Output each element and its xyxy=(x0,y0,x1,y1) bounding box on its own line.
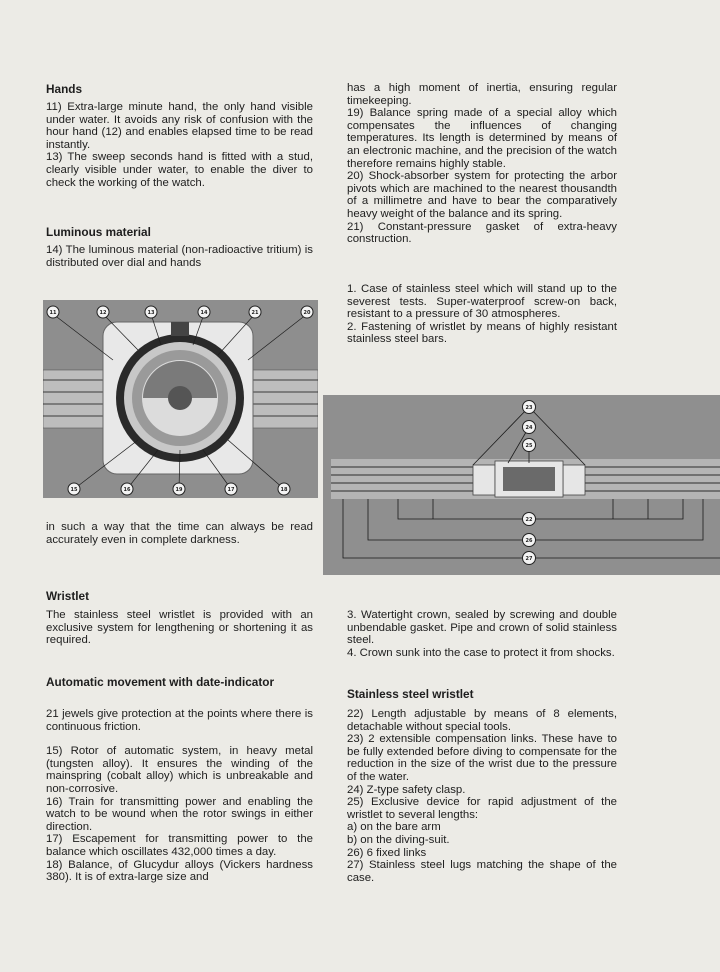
paragraph: 16) Train for transmitting power and enabling the watch to be wound when the rotor swings in either direction. xyxy=(46,795,313,833)
automatic-heading: Automatic movement with date-indicator xyxy=(46,675,275,689)
callout-label: 12 xyxy=(99,310,107,316)
balance-continued-text xyxy=(347,82,617,246)
paragraph: 25) Exclusive device for rapid adjustment of the wristlet to several lengths: xyxy=(347,796,617,821)
callout-label: 25 xyxy=(525,443,533,449)
crown-text xyxy=(347,609,617,659)
callout-label: 16 xyxy=(123,487,131,493)
steel-wristlet-heading: Stainless steel wristlet xyxy=(347,687,474,701)
paragraph: 19) Balance spring made of a special alloy which compensates the influences of changing temperatures. Its length is determined by means of an electronic machine, and the precision of the watch therefore remains highly stable. xyxy=(347,107,617,170)
wristlet-photo xyxy=(323,395,720,575)
wristlet-heading: Wristlet xyxy=(46,589,90,603)
paragraph: 3. Watertight crown, sealed by screwing and double unbendable gasket. Pipe and crown of solid stainless steel. xyxy=(347,609,617,647)
paragraph: 15) Rotor of automatic system, in heavy metal (tungsten alloy). It ensures the winding of the mainspring (cobalt alloy) which is unbreakable and non-corrosive. xyxy=(46,745,313,795)
callout-label: 27 xyxy=(525,556,533,562)
callout-label: 11 xyxy=(49,310,57,316)
callout-label: 23 xyxy=(525,405,533,411)
wristlet-illustration xyxy=(323,395,720,575)
case-text xyxy=(347,283,617,346)
paragraph: 17) Escapement for transmitting power to the balance which oscillates 432,000 times a day. xyxy=(46,833,313,858)
paragraph: 2. Fastening of wristlet by means of highly resistant stainless steel bars. xyxy=(347,320,617,346)
paragraph-gap xyxy=(46,733,313,745)
paragraph: 27) Stainless steel lugs matching the shape of the case. xyxy=(347,859,617,884)
paragraph: 21) Constant-pressure gasket of extra-heavy construction. xyxy=(347,220,617,246)
automatic-text xyxy=(46,708,313,884)
paragraph: 22) Length adjustable by means of 8 elements, detachable without special tools. xyxy=(347,708,617,733)
paragraph: 11) Extra-large minute hand, the only hand visible under water. It avoids any risk of confusion with the hour hand (12) and enables elapsed time to be read instantly. xyxy=(46,101,313,151)
paragraph: 23) 2 extensible compensation links. These have to be fully extended before diving to compensate for the reduction in the size of the wrist due to the pressure of the water. xyxy=(347,733,617,783)
paragraph: a) on the bare arm xyxy=(347,821,441,834)
wristlet-text xyxy=(46,609,313,647)
callout-label: 18 xyxy=(280,487,288,493)
callout-label: 17 xyxy=(227,487,235,493)
callout-label: 22 xyxy=(525,517,533,523)
callout-label: 20 xyxy=(303,310,311,316)
paragraph: 21 jewels give protection at the points where there is continuous friction. xyxy=(46,708,313,733)
watch-cutaway-photo xyxy=(43,300,318,498)
luminous-heading: Luminous material xyxy=(46,225,151,239)
hands-heading: Hands xyxy=(46,82,83,96)
paragraph: 18) Balance, of Glucydur alloys (Vickers hardness 380). It is of extra-large size and xyxy=(46,858,313,884)
paragraph: 14) The luminous material (non-radioactive tritium) is distributed over dial and hands xyxy=(46,244,313,269)
paragraph: 20) Shock-absorber system for protecting the arbor pivots which are machined to the nearest thousandth of a millimetre and have to bear the comparatively heavy weight of the balance and its spring. xyxy=(347,170,617,220)
paragraph: 4. Crown sunk into the case to protect it from shocks. xyxy=(347,646,615,659)
paragraph: 1. Case of stainless steel which will stand up to the severest tests. Super-waterproof screw-on back, resistant to a pressure of 30 atmospheres. xyxy=(347,283,617,321)
paragraph: 26) 6 fixed links xyxy=(347,846,427,859)
watch-illustration xyxy=(43,300,318,498)
callout-label: 24 xyxy=(525,425,533,431)
paragraph: 13) The sweep seconds hand is fitted with a stud, clearly visible under water, to enable the diver to check the working of the watch. xyxy=(46,151,313,189)
paragraph: b) on the diving-suit. xyxy=(347,833,450,846)
paragraph: The stainless steel wristlet is provided with an exclusive system for lengthening or shortening it as required. xyxy=(46,609,313,647)
luminous-text xyxy=(46,244,313,269)
callout-label: 15 xyxy=(70,487,78,493)
paragraph: has a high moment of inertia, ensuring regular timekeeping. xyxy=(347,82,617,107)
steel-wristlet-text xyxy=(347,708,617,884)
callout-label: 21 xyxy=(251,310,259,316)
callout-label: 14 xyxy=(200,310,208,316)
callout-label: 19 xyxy=(175,487,183,493)
callout-label: 26 xyxy=(525,538,533,544)
hands-text xyxy=(46,101,313,189)
callout-label: 13 xyxy=(147,310,155,316)
luminous-continued-text: in such a way that the time can always be read accurately even in complete darkness. xyxy=(46,521,313,546)
paragraph: 24) Z-type safety clasp. xyxy=(347,783,466,796)
